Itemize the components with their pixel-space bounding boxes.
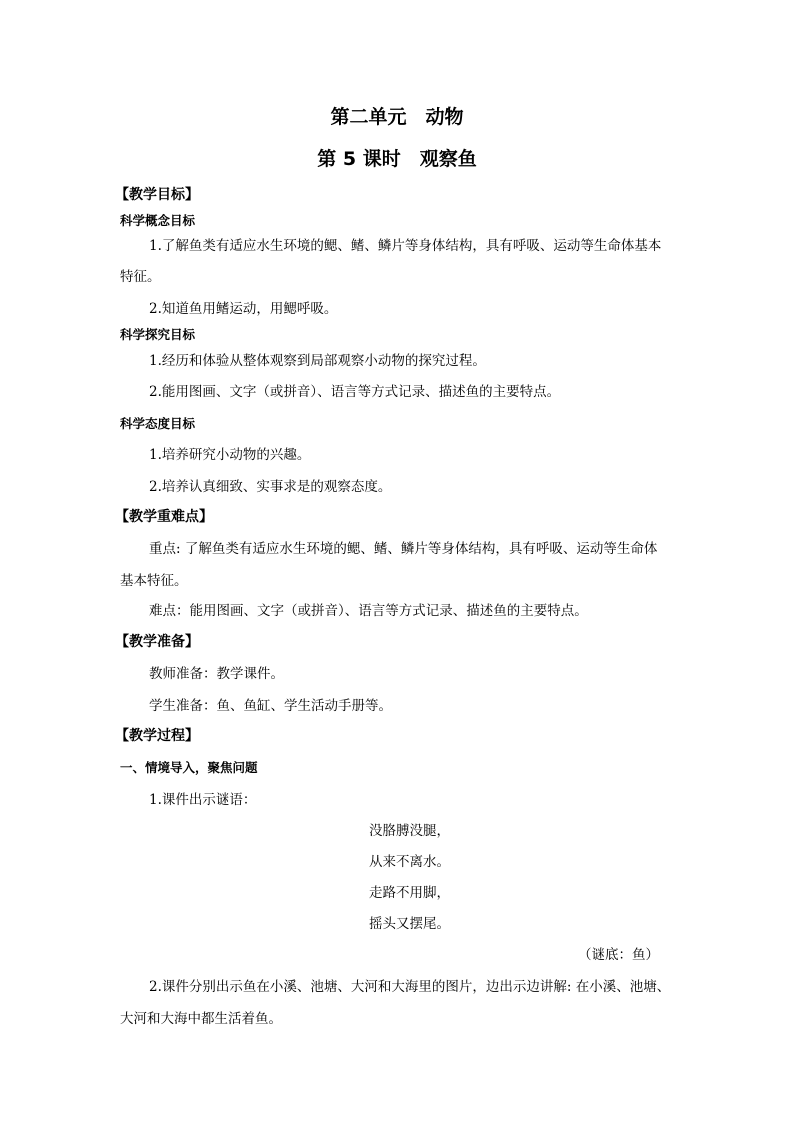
step-2-line-2: 大河和大海中都生活着鱼。 bbox=[120, 1011, 282, 1027]
key-point-line-1: 重点: 了解鱼类有适应水生环境的鳃、鳍、鳞片等身体结构，具有呼吸、运动等生命体 bbox=[149, 541, 658, 557]
inquiry-objectives-heading: 科学探究目标 bbox=[120, 327, 196, 342]
process-heading: 【教学过程】 bbox=[115, 728, 199, 744]
attitude-objective-1: 1.培养研究小动物的兴趣。 bbox=[149, 447, 311, 463]
concept-objective-1-line-2: 特征。 bbox=[120, 269, 161, 285]
riddle-line-3: 走路不用脚， bbox=[369, 885, 450, 901]
attitude-objective-2: 2.培养认真细致、实事求是的观察态度。 bbox=[149, 479, 392, 495]
riddle-line-4: 摇头又摆尾。 bbox=[369, 916, 450, 932]
part-1-heading: 一、情境导入，聚焦问题 bbox=[120, 760, 258, 775]
key-points-heading: 【教学重难点】 bbox=[115, 509, 213, 525]
concept-objectives-heading: 科学概念目标 bbox=[120, 213, 196, 228]
riddle-line-2: 从来不离水。 bbox=[369, 854, 450, 870]
lesson-title: 第 5 课时 观察鱼 bbox=[317, 148, 477, 170]
attitude-objectives-heading: 科学态度目标 bbox=[120, 416, 196, 431]
inquiry-objective-1: 1.经历和体验从整体观察到局部观察小动物的探究过程。 bbox=[149, 353, 486, 369]
concept-objective-1-line-1: 1.了解鱼类有适应水生环境的鳃、鳍、鳞片等身体结构，具有呼吸、运动等生命体基本 bbox=[149, 238, 662, 254]
step-1: 1.课件出示谜语： bbox=[149, 792, 257, 808]
riddle-answer: （谜底：鱼） bbox=[578, 947, 659, 963]
student-preparation: 学生准备：鱼、鱼缸、学生活动手册等。 bbox=[149, 698, 392, 714]
objectives-heading: 【教学目标】 bbox=[115, 187, 199, 203]
teacher-preparation: 教师准备：教学课件。 bbox=[149, 666, 284, 682]
concept-objective-2: 2.知道鱼用鳍运动，用鳃呼吸。 bbox=[149, 301, 338, 317]
unit-title: 第二单元 动物 bbox=[330, 106, 464, 128]
riddle-line-1: 没胳膊没腿， bbox=[369, 823, 450, 839]
key-point-line-2: 基本特征。 bbox=[120, 573, 188, 589]
step-2-line-1: 2.课件分别出示鱼在小溪、池塘、大河和大海里的图片，边出示边讲解: 在小溪、池塘、 bbox=[149, 979, 671, 995]
preparation-heading: 【教学准备】 bbox=[115, 634, 199, 650]
inquiry-objective-2: 2.能用图画、文字（或拼音）、语言等方式记录、描述鱼的主要特点。 bbox=[149, 384, 561, 400]
difficulty-point: 难点：能用图画、文字（或拼音）、语言等方式记录、描述鱼的主要特点。 bbox=[149, 603, 588, 619]
